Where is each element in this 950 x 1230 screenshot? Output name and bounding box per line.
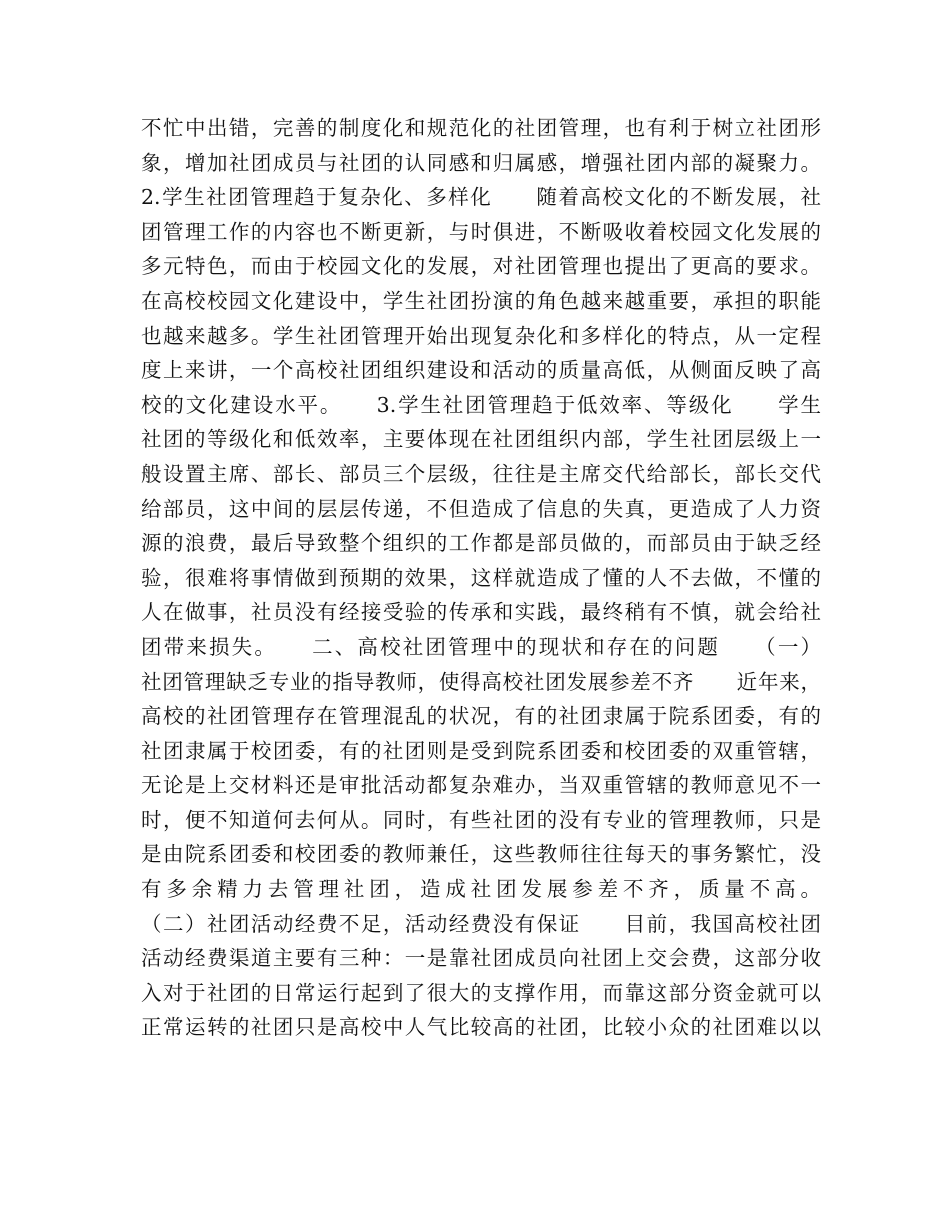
text-line: （二）社团活动经费不足，活动经费没有保证 目前，我国高校社团 [141, 911, 821, 936]
text-line: 给部员，这中间的层层传递，不但造成了信息的失真，更造成了人力资 [141, 496, 821, 521]
text-line: 人在做事，社员没有经接受验的传承和实践，最终稍有不慎，就会给社 [141, 600, 821, 625]
text-line: 团管理工作的内容也不断更新，与时俱进，不断吸收着校园文化发展的 [141, 219, 821, 244]
text-line: 也越来越多。学生社团管理开始出现复杂化和多样化的特点，从一定程 [141, 323, 821, 348]
text-line: 入对于社团的日常运行起到了很大的支撑作用，而靠这部分资金就可以 [141, 980, 821, 1005]
text-line: 无论是上交材料还是审批活动都复杂难办，当双重管辖的教师意见不一 [141, 773, 821, 798]
text-line: 有多余精力去管理社团，造成社团发展参差不齐，质量不高。 [141, 877, 821, 902]
text-line: 象，增加社团成员与社团的认同感和归属感，增强社团内部的凝聚力。 [141, 150, 821, 175]
text-line: 般设置主席、部长、部员三个层级，往往是主席交代给部长，部长交代 [141, 461, 821, 486]
text-line: 是由院系团委和校团委的教师兼任，这些教师往往每天的事务繁忙，没 [141, 842, 821, 867]
text-line: 度上来讲，一个高校社团组织建设和活动的质量高低，从侧面反映了高 [141, 358, 821, 383]
text-line: 2.学生社团管理趋于复杂化、多样化 随着高校文化的不断发展，社 [141, 185, 821, 210]
text-line: 高校的社团管理存在管理混乱的状况，有的社团隶属于院系团委，有的 [141, 704, 821, 729]
text-line: 校的文化建设水平。 3.学生社团管理趋于低效率、等级化 学生 [141, 392, 821, 417]
text-line: 验，很难将事情做到预期的效果，这样就造成了懂的人不去做，不懂的 [141, 565, 821, 590]
text-line: 活动经费渠道主要有三种：一是靠社团成员向社团上交会费，这部分收 [141, 946, 821, 971]
text-line: 正常运转的社团只是高校中人气比较高的社团，比较小众的社团难以以 [141, 1015, 821, 1040]
text-line: 团带来损失。 二、高校社团管理中的现状和存在的问题 （一） [141, 634, 821, 659]
text-line: 社团管理缺乏专业的指导教师，使得高校社团发展参差不齐 近年来， [141, 669, 821, 694]
body-text [141, 111, 821, 1045]
text-line: 不忙中出错，完善的制度化和规范化的社团管理，也有利于树立社团形 [141, 116, 821, 140]
text-line: 在高校校园文化建设中，学生社团扮演的角色越来越重要，承担的职能 [141, 288, 821, 313]
text-line: 源的浪费，最后导致整个组织的工作都是部员做的，而部员由于缺乏经 [141, 531, 821, 556]
text-line: 多元特色，而由于校园文化的发展，对社团管理也提出了更高的要求。 [141, 254, 821, 279]
text-line: 社团隶属于校团委，有的社团则是受到院系团委和校团委的双重管辖， [141, 738, 821, 763]
text-line: 社团的等级化和低效率，主要体现在社团组织内部，学生社团层级上一 [141, 427, 821, 452]
text-line: 时，便不知道何去何从。同时，有些社团的没有专业的管理教师，只是 [141, 807, 821, 832]
